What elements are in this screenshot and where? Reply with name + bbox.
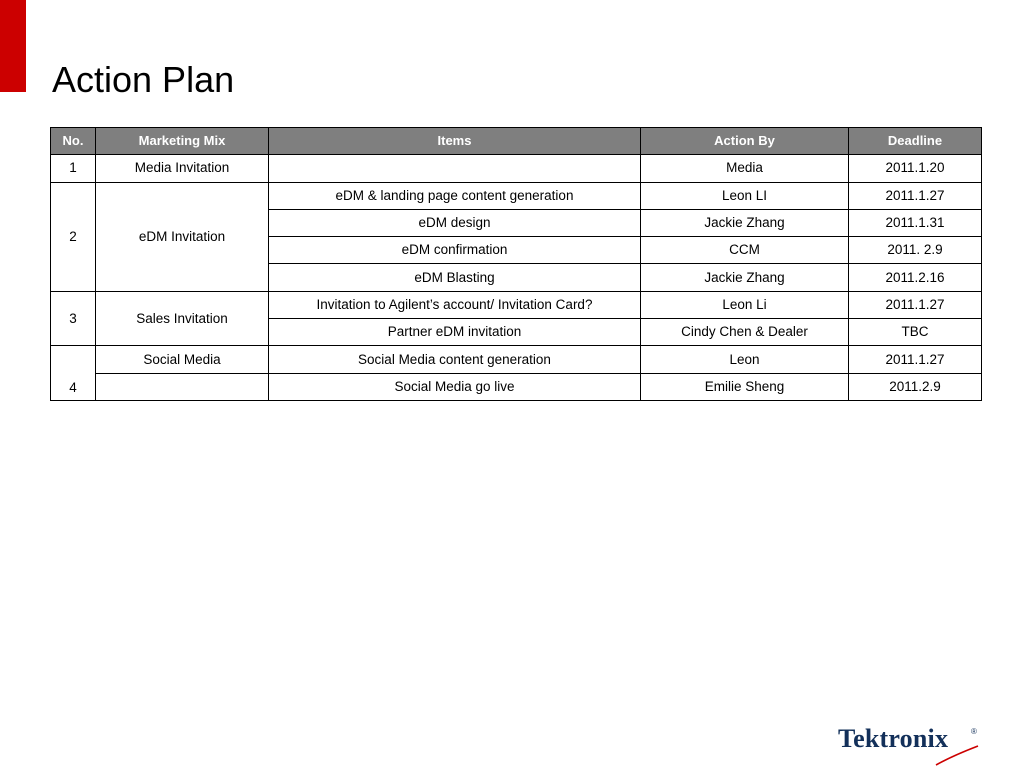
cell-action-by: Jackie Zhang bbox=[641, 209, 849, 236]
cell-deadline: TBC bbox=[849, 319, 982, 346]
cell-action-by: Emilie Sheng bbox=[641, 373, 849, 400]
cell-item: Social Media content generation bbox=[269, 346, 641, 373]
cell-no: 2 bbox=[51, 182, 96, 291]
cell-deadline: 2011. 2.9 bbox=[849, 237, 982, 264]
cell-deadline: 2011.1.27 bbox=[849, 182, 982, 209]
cell-marketing-mix: eDM Invitation bbox=[96, 182, 269, 291]
red-accent-bar bbox=[0, 0, 26, 92]
cell-item bbox=[269, 155, 641, 182]
table-row bbox=[51, 373, 982, 400]
tektronix-logo bbox=[838, 724, 988, 768]
header-action-by: Action By bbox=[641, 128, 849, 155]
cell-action-by: Leon LI bbox=[641, 182, 849, 209]
cell-item: eDM confirmation bbox=[269, 237, 641, 264]
cell-item: Partner eDM invitation bbox=[269, 319, 641, 346]
cell-deadline: 2011.1.27 bbox=[849, 346, 982, 373]
cell-marketing-mix: Sales Invitation bbox=[96, 291, 269, 346]
table-row bbox=[51, 155, 982, 182]
logo-wordmark: Tektronix bbox=[838, 724, 949, 753]
cell-deadline: 2011.2.9 bbox=[849, 373, 982, 400]
table-row bbox=[51, 346, 982, 373]
cell-action-by: Leon Li bbox=[641, 291, 849, 318]
cell-item: Social Media go live bbox=[269, 373, 641, 400]
cell-item: Invitation to Agilent’s account/ Invitation Card? bbox=[269, 291, 641, 318]
header-items: Items bbox=[269, 128, 641, 155]
cell-no: 4 bbox=[51, 346, 96, 401]
cell-marketing-mix: Media Invitation bbox=[96, 155, 269, 182]
cell-deadline: 2011.1.20 bbox=[849, 155, 982, 182]
cell-item: eDM & landing page content generation bbox=[269, 182, 641, 209]
action-plan-table bbox=[50, 127, 982, 401]
cell-action-by: Media bbox=[641, 155, 849, 182]
cell-marketing-mix: Social Media bbox=[96, 346, 269, 373]
registered-mark: ® bbox=[971, 727, 977, 736]
cell-no: 3 bbox=[51, 291, 96, 346]
cell-no: 1 bbox=[51, 155, 96, 182]
logo-swoosh-icon bbox=[934, 744, 980, 766]
table-row bbox=[51, 182, 982, 209]
cell-action-by: Jackie Zhang bbox=[641, 264, 849, 291]
cell-deadline: 2011.1.27 bbox=[849, 291, 982, 318]
header-marketing-mix: Marketing Mix bbox=[96, 128, 269, 155]
cell-action-by: Cindy Chen & Dealer bbox=[641, 319, 849, 346]
cell-item: eDM Blasting bbox=[269, 264, 641, 291]
header-no: No. bbox=[51, 128, 96, 155]
cell-item: eDM design bbox=[269, 209, 641, 236]
cell-deadline: 2011.1.31 bbox=[849, 209, 982, 236]
cell-action-by: CCM bbox=[641, 237, 849, 264]
cell-deadline: 2011.2.16 bbox=[849, 264, 982, 291]
header-deadline: Deadline bbox=[849, 128, 982, 155]
cell-action-by: Leon bbox=[641, 346, 849, 373]
table-header-row bbox=[51, 128, 982, 155]
table-row bbox=[51, 291, 982, 318]
page-title: Action Plan bbox=[52, 59, 235, 100]
cell-marketing-mix-empty bbox=[96, 373, 269, 400]
